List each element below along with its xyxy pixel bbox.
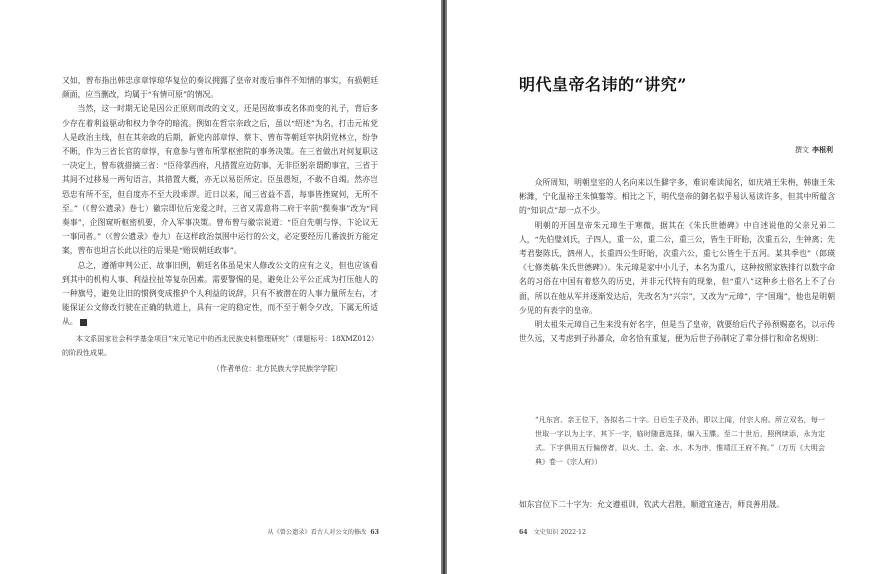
- left-paragraph-3: [62, 259, 378, 330]
- left-page-number: 63: [370, 529, 379, 536]
- block-quote: “凡东宫、亲王位下，各拟名二十字。日后生子及孙，即以上闻，付宗人府。所立双名，每一世取一字以为上字，其下一字，临时随意选择，编入玉牒。至二十世后，照例续添，永为定式。下字俱用五行偏傍者，以火、土、金、水、木为序，惟靖江王府不拘。”（万历《大明会典》卷一《宗人府》）: [535, 416, 825, 466]
- byline: [795, 145, 833, 155]
- author-affiliation: （作者单位：北方民族大学民族学学院）: [212, 363, 342, 373]
- right-footer-title: 文史知识 2022·12: [533, 529, 586, 536]
- right-page-number: 64: [519, 529, 528, 536]
- author-name: 李根利: [812, 145, 833, 154]
- right-paragraph-1: 众所周知，明朝皇室的人名向来以生僻字多，难识难读闻名，如庆靖王朱栴，韩康王朱彬潍，宁化温裕王朱慎鏊等。相比之下，明代皇帝的御名似乎易认易读许多，但其中所蕴含的“知识点”却一点不少。: [519, 178, 835, 216]
- left-page-footer: [267, 527, 379, 536]
- byline-label: 撰文: [795, 146, 809, 154]
- right-article-continuation: [519, 498, 835, 512]
- right-paragraph-3: 明太祖朱元璋自己生来没有好名字，但是当了皇帝，就要给后代子孙预赐嘉名，以示传世久远，又考虑到子孙蕃众，命名恰有重复，便为后世子孙制定了辈分排行和命名规则：: [519, 320, 835, 344]
- article-title: 明代皇帝名讳的“讲究”: [519, 75, 687, 94]
- left-page: [0, 0, 441, 574]
- right-last-line: 如东宫位下二十字为：允文遵祖训，钦武大君胜，顺道宜逢吉，师良善用晟。: [519, 500, 785, 509]
- left-paragraph-1: 又如，曾布指出韩忠彦章惇琼华复位的奏议拥露了皇帝对废后事件不知情的事实，有损朝廷颜面，应当删改，均属于“有情可原”的情况。: [62, 76, 378, 100]
- left-paragraph-3-text: 总之，遵循审判公正、故事旧例，朝廷名体虽是宋人修改公文的应有之义，但也应该看到其中的机构人事、利益拉扯等复杂因素。需要警惕的是，避免让公平公正成为打压他人的一种旗号，避免让旧的惯例变成推护个人利益的说辞，只有不被潜在的人事力量所左右，才能保证公文修改行驶在正确的轨道上，具有一定的稳定性，而不至于朝令夕改，下属无所适从。: [62, 260, 378, 327]
- right-page-footer: [519, 527, 586, 536]
- funding-note: 本文系国家社会科学基金项目“宋元笔记中的西北民族史料整理研究”（课题标号：18XMZ012）的阶段性成果。: [62, 334, 378, 357]
- right-paragraph-2: 明朝的开国皇帝朱元璋生于寒微，据其在《朱氏世德碑》中自述说他的父亲兄弟二人，“先伯璧刘氏，子四人，重一公，重二公，重三公，皆生于盱眙，次重五公，生钟离；先考君娶陈氏，泗州人，长重四公生盱眙，次重六公，重七公皆生于五河。某其季也”（郎瑛《七修类稿·朱氏世德碑》）。朱元璋是家中小儿子，本名为重八，这种按照家族排行以数字命名的习俗在中国有着悠久的历史，并非元代特有的现象，但“重八”这种乡土俗名上不了台面，所以在他从军并逐渐发达后，先改名为“兴宗”，又改为“元璋”，字“国瑞”，他也是明朝少见的有表字的皇帝。: [519, 220, 835, 315]
- right-page: [447, 0, 893, 574]
- left-paragraph-2: 当然，这一时期无论是因公正原则而改的文义，还是因故事或名体而变的礼子，背后多少存在着利益驱动和权力争夺的暗流。例如在哲宗亲政之后，虽以“绍述”为名，打击元祐党人是政治主线，但在其亲政的后期，新党内部章惇、蔡卞、曾布等朝廷宰执阴党林立，纷争不断，作为三省长官的章惇，有意参与曾布所掌枢密院的事务决策。在三省做出对何复职这一决定上，曾布就措摘三省：“臣待掌西府，凡措置应边防事，无非臣躬亲谓酌事宜，三省于其间不过移易一两句语言，其措置大概，亦无以易臣所定。臣虽愚短，不敢不自竭。然亦岂恐忠有所不至，但自度亦不至大段乖谬。近日以来，闻三省益不喜，每事皆挫窥何，无所不至。”（《曾公遗录》卷七）徽宗即位后宠爱之时，三省又需意将二府于宰前“揽奏事”改为“同奏事”，企图窥听枢密机要，介入军事决策。曾布曾与徽宗说道：“臣自先朝与惇、卞论议无一事同者。”（《曾公遗录》卷九）在这样政治氛围中运行的公文，必定要经历几番波折方能定案，曾布也坦言长此以往的后果是“贻误朝廷政事”。: [62, 104, 378, 256]
- right-article-body: [519, 176, 835, 346]
- left-article-body: [62, 74, 378, 376]
- left-footer-title: 从《曾公遗录》看古人对公文的修改: [267, 529, 367, 536]
- end-of-article-mark: [80, 319, 87, 326]
